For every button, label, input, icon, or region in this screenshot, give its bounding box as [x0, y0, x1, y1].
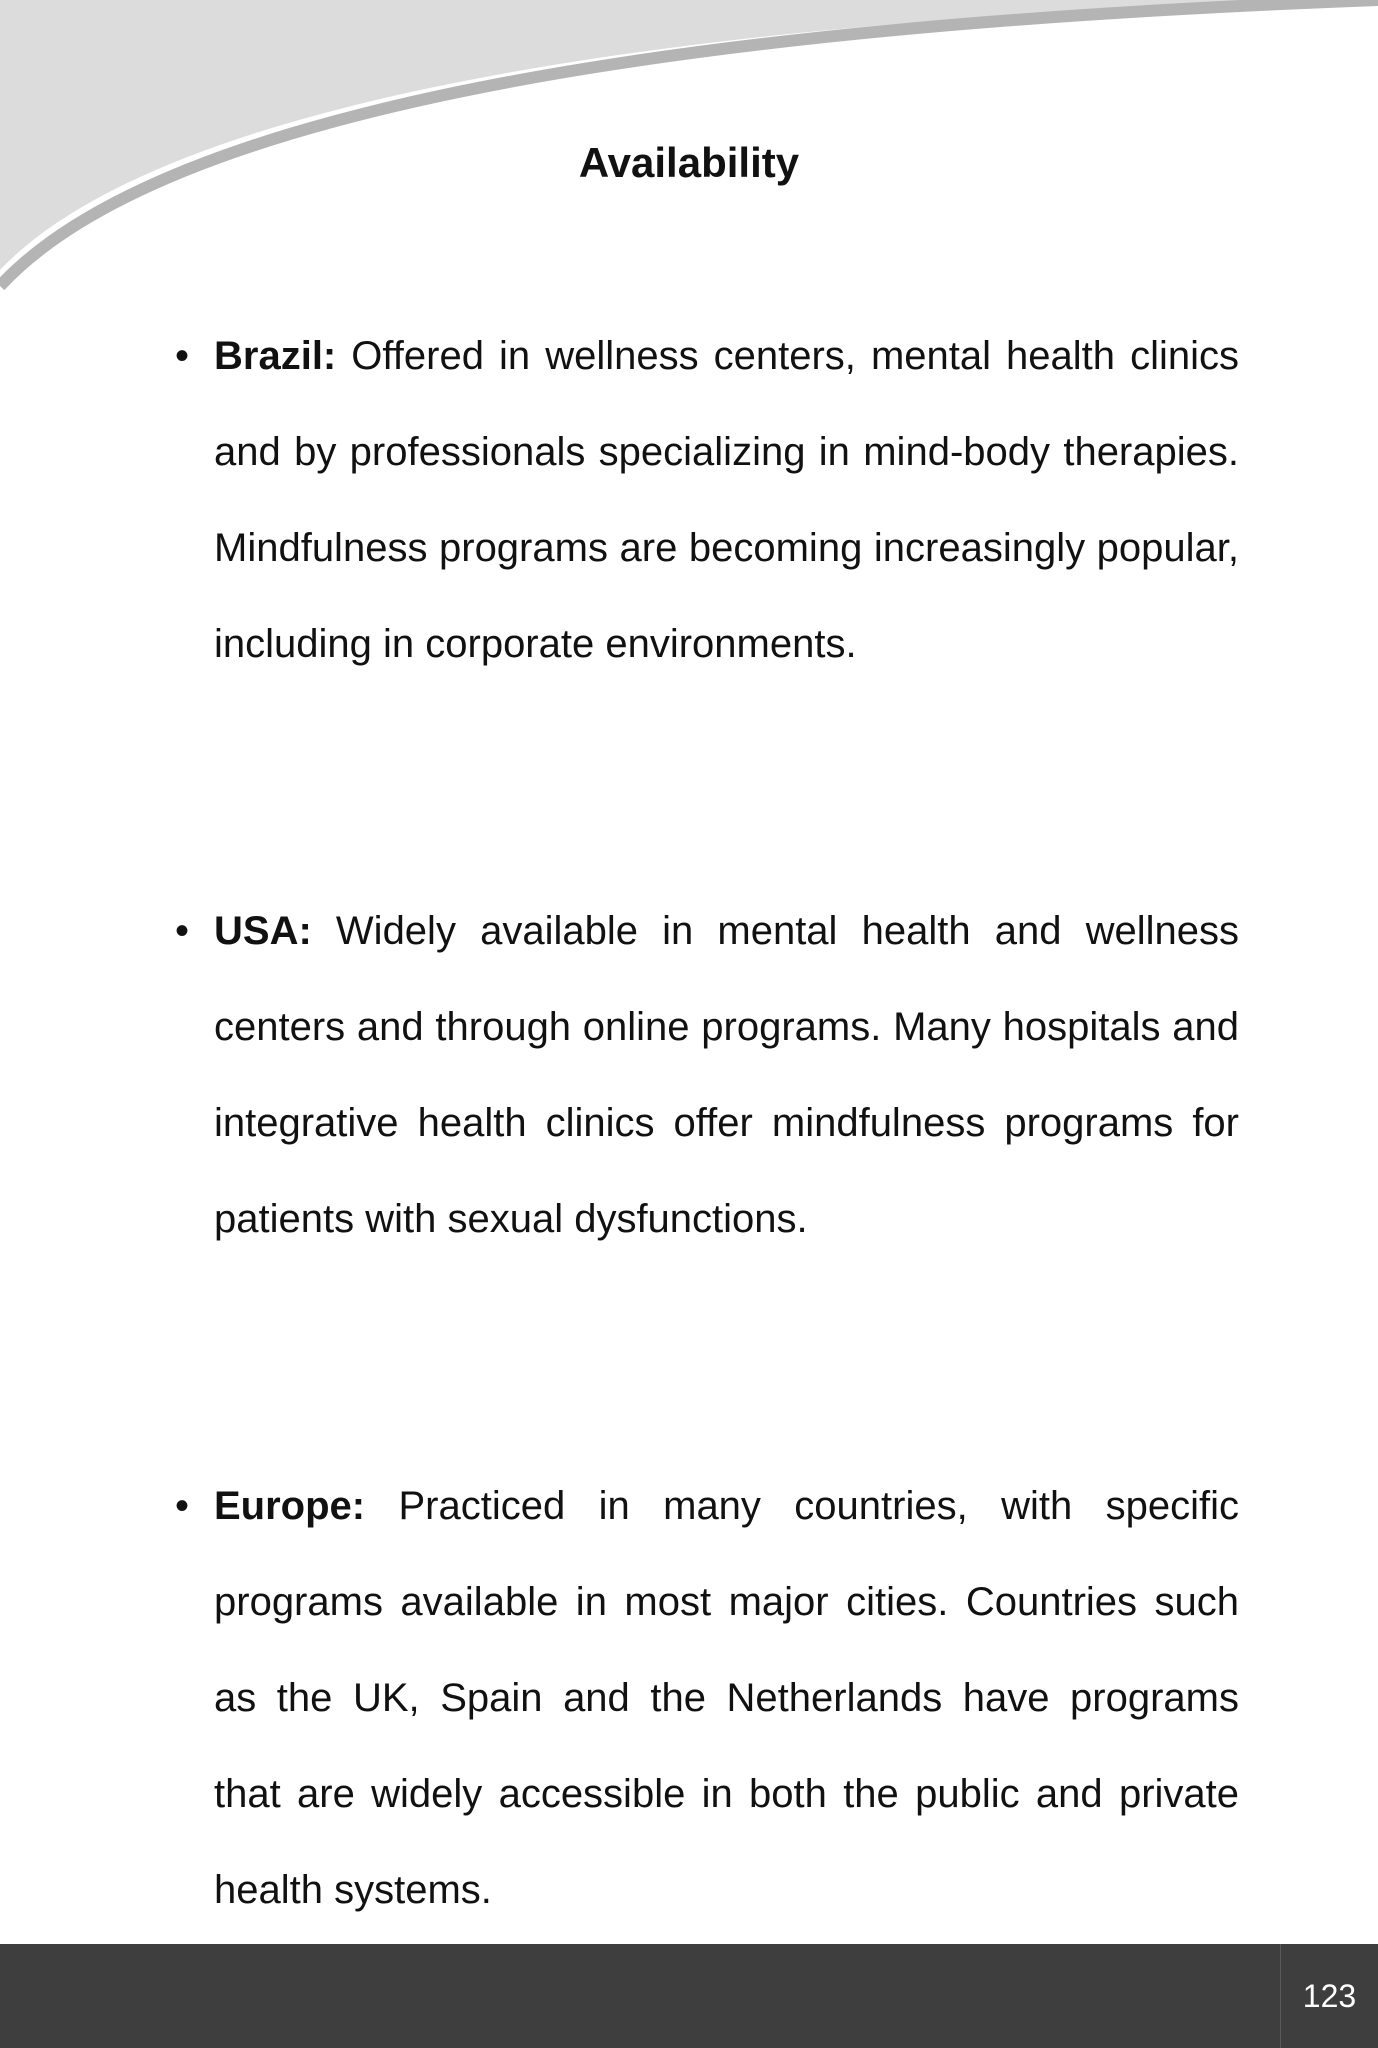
item-text-usa: Widely available in mental health and wellness centers and through online programs. Many hospitals and integrative health clinics offer mindfulness programs for patients with sexual dysfunctions.: [214, 909, 1239, 1241]
item-label-europe: Europe:: [214, 1484, 366, 1528]
bullet-brazil: •: [175, 334, 190, 378]
page-title: Availability: [578, 139, 800, 186]
list-item-europe: [214, 1458, 1239, 1938]
item-label-usa: USA:: [214, 909, 312, 953]
item-label-brazil: Brazil:: [214, 334, 337, 378]
item-text-europe: Practiced in many countries, with specific programs available in most major cities. Countries such as the UK, Spain and the Netherlands have programs that are widely accessible in both the public and private health systems.: [214, 1484, 1239, 1912]
bullet-europe: •: [175, 1484, 190, 1528]
list-item-usa: [214, 883, 1239, 1267]
page-number: 123: [1280, 1944, 1378, 2048]
item-text-brazil: Offered in wellness centers, mental health clinics and by professionals specializing in mind-body therapies. Mindfulness programs are becoming increasingly popular, including in corporate environments.: [214, 334, 1239, 666]
bullet-usa: •: [175, 909, 190, 953]
curve-fill: [0, 0, 1378, 270]
list-item-brazil: [214, 308, 1239, 692]
page-footer: [0, 1944, 1378, 2048]
